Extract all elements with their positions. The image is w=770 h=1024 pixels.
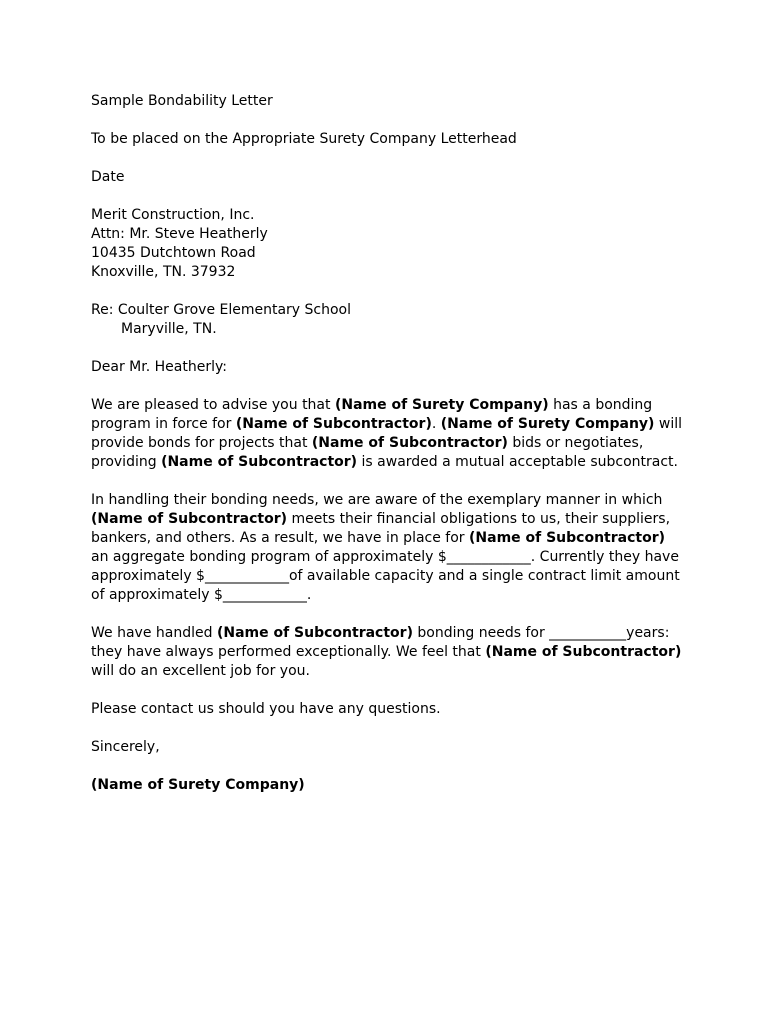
subcontractor-name-placeholder: (Name of Subcontractor) bbox=[161, 454, 358, 470]
recipient-street: 10435 Dutchtown Road bbox=[91, 245, 256, 261]
letter-title: Sample Bondability Letter bbox=[91, 93, 273, 109]
aggregate-amount-blank: an aggregate bonding program of approximately $____________. Currently they have bbox=[91, 549, 679, 565]
subcontractor-name-placeholder: (Name of Subcontractor) bbox=[311, 435, 508, 451]
subcontractor-name-placeholder: (Name of Subcontractor) bbox=[469, 530, 666, 546]
letter-body bbox=[91, 92, 691, 795]
surety-name-placeholder: (Name of Surety Company) bbox=[334, 397, 549, 413]
surety-name-placeholder: (Name of Surety Company) bbox=[440, 416, 655, 432]
signature-placeholder: (Name of Surety Company) bbox=[91, 777, 305, 793]
salutation: Dear Mr. Heatherly: bbox=[91, 359, 227, 375]
single-contract-limit-blank: of approximately $____________. bbox=[91, 587, 312, 603]
closing: Sincerely, bbox=[91, 739, 160, 755]
recipient-attn: Attn: Mr. Steve Heatherly bbox=[91, 226, 268, 242]
re-location: Maryville, TN. bbox=[121, 321, 217, 337]
paragraph-3: We have handled (Name of Subcontractor) bonding needs for ___________years: they have always performed exceptionally. We feel that (Name of Subcontractor) will do an excellent job for you. bbox=[91, 625, 682, 679]
date-line: Date bbox=[91, 169, 125, 185]
subcontractor-name-placeholder: (Name of Subcontractor) bbox=[91, 511, 288, 527]
subcontractor-name-placeholder: (Name of Subcontractor) bbox=[485, 644, 682, 660]
recipient-city: Knoxville, TN. 37932 bbox=[91, 264, 236, 280]
letterhead-instruction: To be placed on the Appropriate Surety Company Letterhead bbox=[91, 131, 517, 147]
years-blank: bonding needs for ___________years: bbox=[412, 625, 670, 641]
re-project: Re: Coulter Grove Elementary School bbox=[91, 302, 352, 318]
recipient-company: Merit Construction, Inc. bbox=[91, 207, 255, 223]
recipient-address bbox=[91, 206, 691, 282]
paragraph-1: We are pleased to advise you that (Name of Surety Company) has a bonding program in force for (Name of Subcontractor). (Name of Surety Company) will provide bonds for projects that (Name of Subcontractor) bids or negotiates, providing (Name of Subcontractor) is awarded a mutual acceptable subcontract. bbox=[91, 397, 683, 470]
re-block bbox=[91, 301, 691, 339]
available-capacity-blank: approximately $____________of available capacity and a single contract limit amount bbox=[91, 568, 680, 584]
subcontractor-name-placeholder: (Name of Subcontractor) bbox=[216, 625, 413, 641]
paragraph-4: Please contact us should you have any questions. bbox=[91, 701, 441, 717]
subcontractor-name-placeholder: (Name of Subcontractor) bbox=[235, 416, 432, 432]
paragraph-2: In handling their bonding needs, we are aware of the exemplary manner in which (Name of Subcontractor) meets their financial obligations to us, their suppliers, bankers, and others. As a result, we have in place for (Name of Subcontractor) an aggregate bonding program of approximately $____________. Currently they have approximately $____________of available capacity and a single contract limit amount of approximately $____________. bbox=[91, 491, 691, 605]
